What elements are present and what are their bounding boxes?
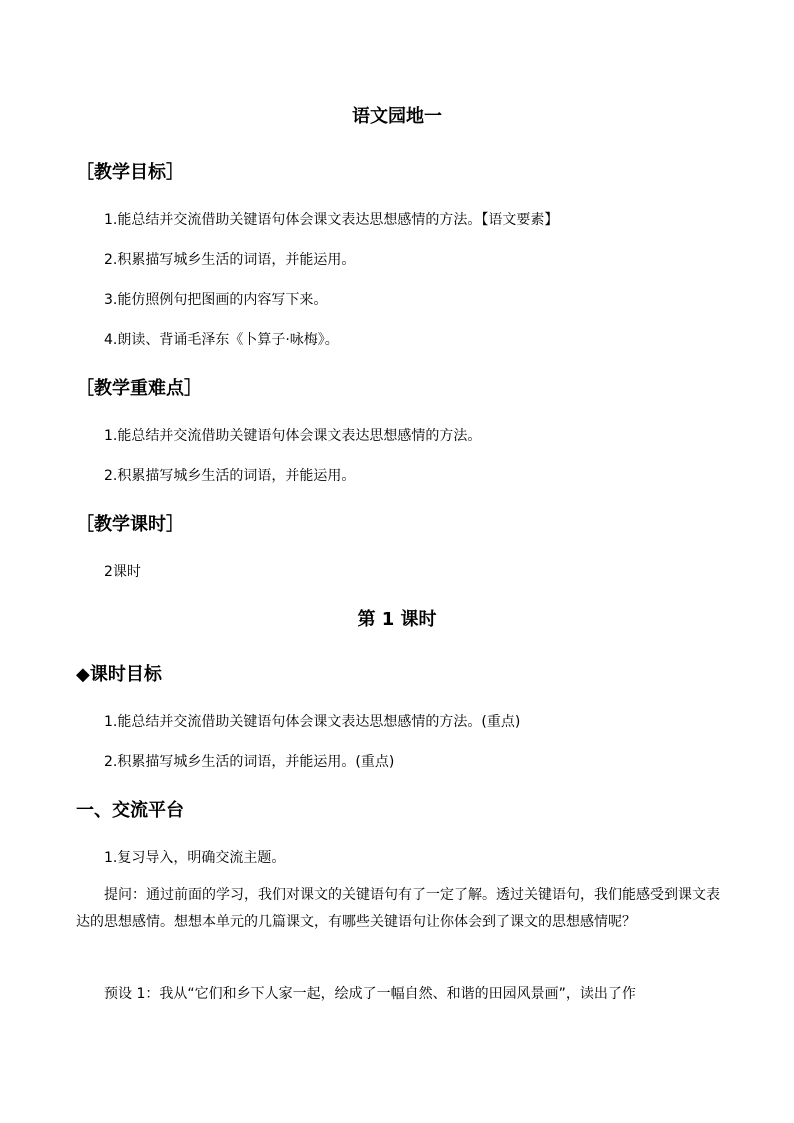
objective-item-3: 3.能仿照例句把图画的内容写下来。 [104, 292, 328, 308]
lesson-goal-item-1: 1.能总结并交流借助关键语句体会课文表达思想感情的方法。(重点) [104, 714, 521, 730]
periods-heading: ［教学课时］ [76, 514, 184, 535]
lesson-goal-heading: ◆课时目标 [76, 664, 162, 685]
key-point-item-1: 1.能总结并交流借助关键语句体会课文表达思想感情的方法。 [104, 428, 482, 444]
lesson-title: 第 1 课时 [357, 609, 437, 630]
document-title: 语文园地一 [352, 106, 442, 127]
key-point-item-2: 2.积累描写城乡生活的词语，并能运用。 [104, 468, 356, 484]
part-one-step: 1.复习导入，明确交流主题。 [104, 850, 286, 866]
periods-value: 2课时 [104, 564, 141, 580]
part-one-question: 提问：通过前面的学习，我们对课文的关键语句有了一定了解。透过关键语句，我们能感受到课文表达的思想感情。想想本单元的几篇课文，有哪些关键语句让你体会到了课文的思想感情呢？ [76, 887, 720, 930]
objectives-heading: ［教学目标］ [76, 162, 184, 183]
lesson-goal-item-2: 2.积累描写城乡生活的词语，并能运用。(重点) [104, 754, 395, 770]
key-points-heading: ［教学重难点］ [76, 378, 202, 399]
objective-item-1: 1.能总结并交流借助关键语句体会课文表达思想感情的方法。【语文要素】 [104, 212, 559, 228]
part-one-heading: 一、交流平台 [76, 800, 184, 821]
objective-item-4: 4.朗读、背诵毛泽东《卜算子·咏梅》。 [104, 332, 339, 348]
part-one-preset: 预设 1：我从“它们和乡下人家一起，绘成了一幅自然、和谐的田园风景画”，读出了作 [104, 986, 636, 1002]
objective-item-2: 2.积累描写城乡生活的词语，并能运用。 [104, 252, 356, 268]
